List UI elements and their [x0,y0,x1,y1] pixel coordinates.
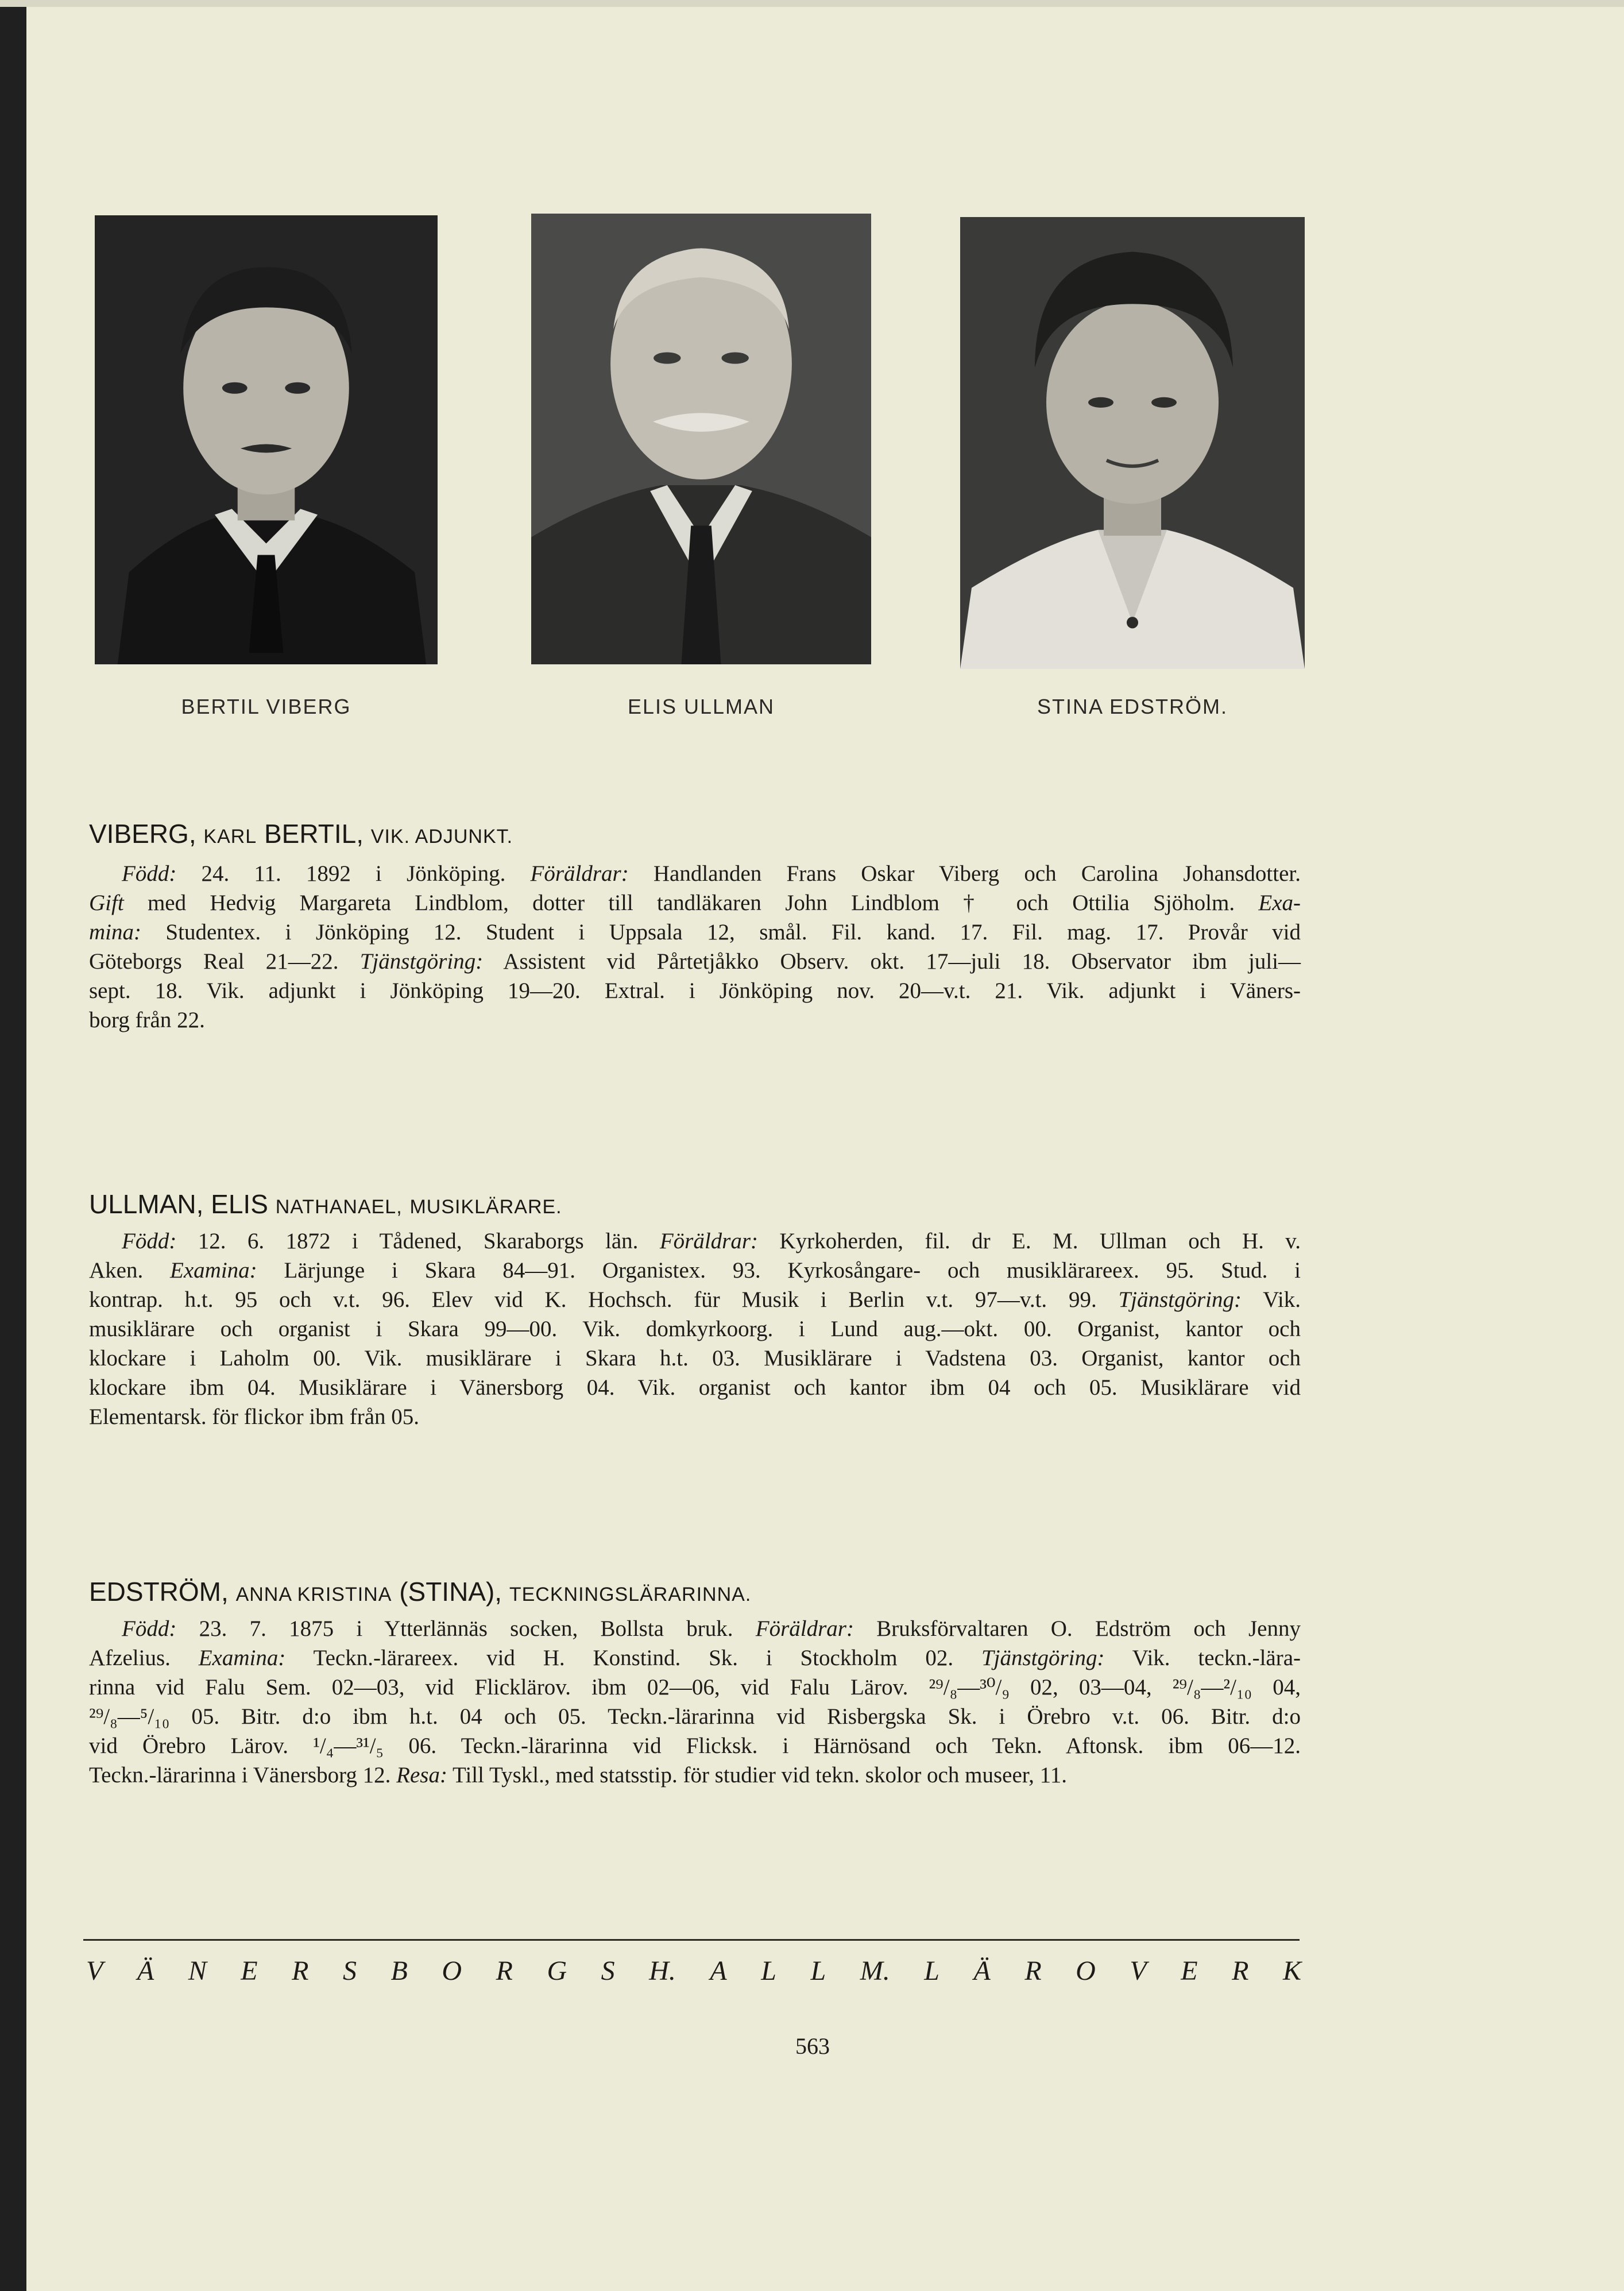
entry-surname: VIBERG, [89,819,196,849]
entry-text-line: Gift med Hedvig Margareta Lindblom, dotter till tandläkaren John Lindblom † och Ottilia Sjöholm. Exa- [89,891,1301,915]
portrait-photo-edstrom [960,217,1305,669]
entry-text-line: Aken. Examina: Lärjunge i Skara 84—91. Organistex. 93. Kyrkosångare- och musiklärareex. 95. Stud. i [89,1258,1301,1283]
entry-given-name: ANNA KRISTINA [235,1584,392,1605]
entry-text-line: Född: 23. 7. 1875 i Ytterlännäs socken, Bollsta bruk. Föräldrar: Bruksförvaltaren O. Edström och Jenny [122,1616,1301,1641]
entry-given-name: KARL [203,826,257,847]
entry-text-line: borg från 22. [89,1008,205,1032]
entry-surname: ULLMAN, [89,1189,204,1219]
entry-text-line: rinna vid Falu Sem. 02—03, vid Flicklärov. ibm 02—06, vid Falu Lärov. ²⁹/₈—³⁰/₉ 02, 03—04, ²⁹/₈—²/₁₀ 04, [89,1675,1301,1700]
entry-text-line: Elementarsk. för flickor ibm från 05. [89,1404,420,1429]
entry-title: VIK. ADJUNKT. [370,826,513,847]
portrait-photo-ullman [531,214,871,664]
entry-called-name: BERTIL, [264,819,364,849]
entry-text-line: mina: Studentex. i Jönköping 12. Student i Uppsala 12, smål. Fil. kand. 17. Fil. mag. 17. Provår vid [89,920,1301,945]
entry-text-line: klockare ibm 04. Musiklärare i Vänersborg 04. Vik. organist och kantor ibm 04 och 05. Musiklärare vid [89,1375,1301,1400]
entry-text-line: musiklärare och organist i Skara 99—00. Vik. domkyrkoorg. i Lund aug.—okt. 00. Organist, kantor och [89,1317,1301,1341]
entry-text-line: Född: 12. 6. 1872 i Tådened, Skaraborgs län. Föräldrar: Kyrkoherden, fil. dr E. M. Ullman och H. v. [122,1229,1301,1253]
entry-text-line: Göteborgs Real 21—22. Tjänstgöring: Assistent vid Pårtetjåkko Observ. okt. 17—juli 18. Observator ibm juli— [89,949,1301,974]
entry-heading [89,1189,562,1220]
entry-called-name: ELIS [211,1189,268,1219]
entry-given-name: NATHANAEL, [275,1196,403,1218]
entry-text-line: ²⁹/₈—⁵/₁₀ 05. Bitr. d:o ibm h.t. 04 och 05. Teckn.-lärarinna vid Risbergska Sk. i Örebro v.t. 06. Bitr. d:o [89,1704,1301,1729]
portrait-caption: BERTIL VIBERG [181,695,351,718]
entry-text-line: Afzelius. Examina: Teckn.-lärareex. vid H. Konstind. Sk. i Stockholm 02. Tjänstgöring: Vik. teckn.-lära- [89,1646,1301,1670]
portrait-caption: ELIS ULLMAN [627,695,775,718]
portrait-caption: STINA EDSTRÖM. [1037,695,1228,718]
portrait-photo-viberg [95,215,438,664]
entry-called-name: (STINA), [399,1577,502,1607]
scan-edge [0,0,26,2291]
running-footer: V Ä N E R S B O R G S H. A L L M. L Ä R O V E R K [86,1956,1301,1986]
entry-title: TECKNINGSLÄRARINNA. [509,1584,752,1605]
page-number: 563 [795,2033,830,2059]
entry-text-line: vid Örebro Lärov. ¹/₄—³¹/₅ 06. Teckn.-lärarinna vid Flicksk. i Härnösand och Tekn. Aftonsk. ibm 06—12. [89,1733,1301,1758]
entry-text-line: Teckn.-lärarinna i Vänersborg 12. Resa: Till Tyskl., med statsstip. för studier vid tekn. skolor och museer, 11. [89,1763,1067,1787]
entry-text-line: sept. 18. Vik. adjunkt i Jönköping 19—20. Extral. i Jönköping nov. 20—v.t. 21. Vik. adjunkt i Väners- [89,978,1301,1003]
entry-title: MUSIKLÄRARE. [409,1196,562,1218]
entry-heading [89,818,513,849]
entry-text-line: klockare i Laholm 00. Vik. musiklärare i Skara h.t. 03. Musiklärare i Vadstena 03. Organist, kantor och [89,1346,1301,1371]
entry-surname: EDSTRÖM, [89,1577,229,1607]
footer-rule [83,1939,1300,1941]
entry-heading [89,1576,751,1607]
entry-text-line: Född: 24. 11. 1892 i Jönköping. Föräldrar: Handlanden Frans Oskar Viberg och Carolina Johansdotter. [122,861,1301,886]
scan-edge-top [0,0,1624,7]
entry-text-line: kontrap. h.t. 95 och v.t. 96. Elev vid K. Hochsch. für Musik i Berlin v.t. 97—v.t. 99. Tjänstgöring: Vik. [89,1287,1301,1312]
